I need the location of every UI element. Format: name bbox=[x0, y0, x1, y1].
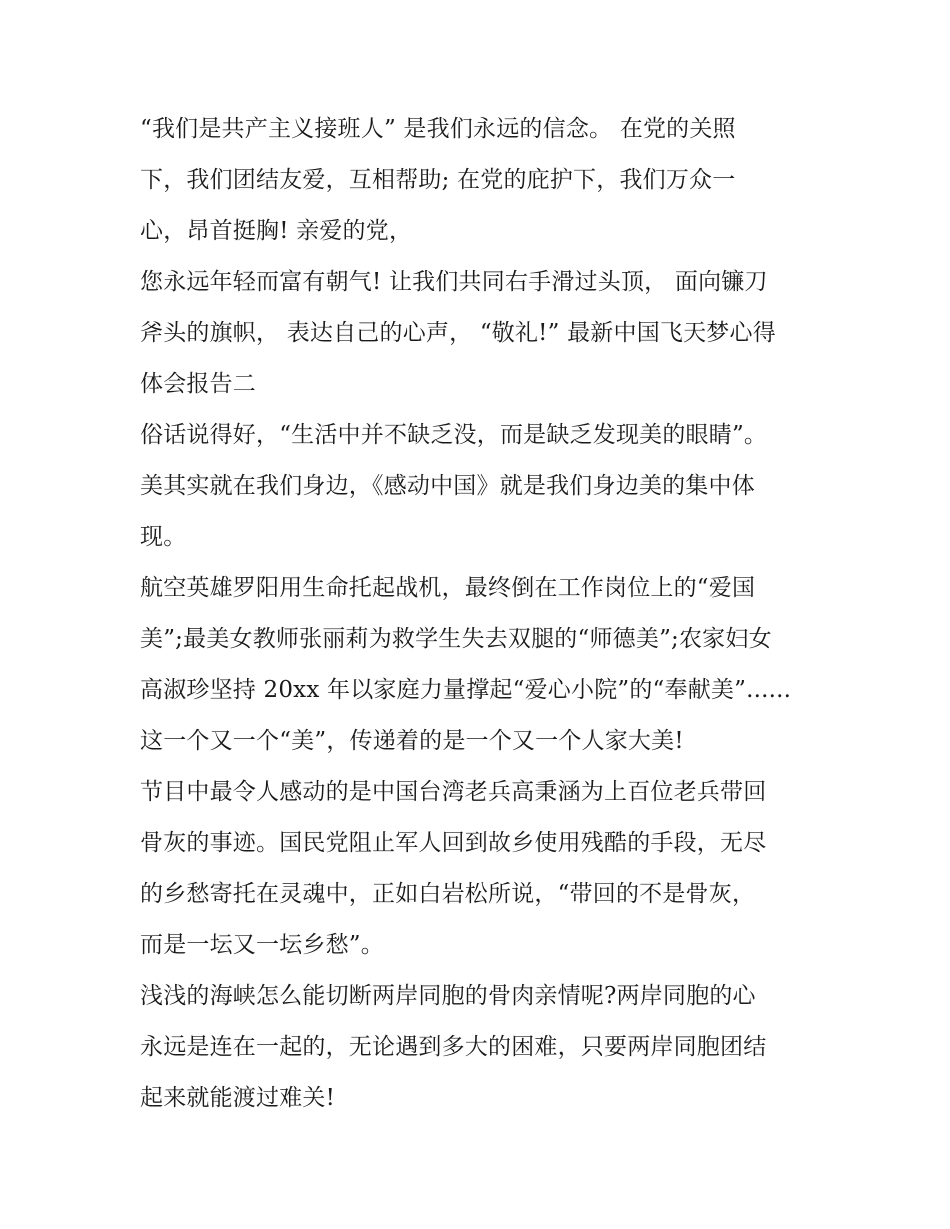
text-line: 这一个又一个“美”，传递着的是一个又一个人家大美! bbox=[140, 728, 684, 754]
text-line: 起来就能渡过难关! bbox=[140, 1085, 336, 1111]
text-line: 永远是连在一起的，无论遇到多大的困难，只要两岸同胞团结 bbox=[140, 1034, 767, 1060]
text-line: 下，我们团结友爱，互相帮助; 在党的庇护下，我们万众一 bbox=[140, 167, 736, 193]
text-line: 的乡愁寄托在灵魂中，正如白岩松所说，“带回的不是骨灰， bbox=[140, 881, 756, 907]
text-line: 高淑珍坚持 20xx 年以家庭力量撑起“爱心小院”的“奉献美”...... bbox=[140, 677, 792, 703]
text-line: 而是一坛又一坛乡愁”。 bbox=[140, 932, 384, 958]
text-line: 斧头的旗帜， 表达自己的心声， “敬礼!” 最新中国飞天梦心得 bbox=[140, 320, 776, 346]
text-line: 节目中最令人感动的是中国台湾老兵高秉涵为上百位老兵带回 bbox=[140, 779, 767, 805]
text-line: 现。 bbox=[140, 524, 187, 550]
text-line: 骨灰的事迹。国民党阻止军人回到故乡使用残酷的手段，无尽 bbox=[140, 830, 767, 856]
text-line: 美”;最美女教师张丽莉为救学生失去双腿的“师德美”;农家妇女 bbox=[140, 626, 772, 652]
text-line: 心，昂首挺胸! 亲爱的党， bbox=[140, 218, 413, 244]
text-line: “我们是共产主义接班人” 是我们永远的信念。 在党的关照 bbox=[140, 116, 736, 142]
text-line: 俗话说得好，“生活中并不缺乏没，而是缺乏发现美的眼睛”。 bbox=[140, 422, 768, 448]
text-line: 体会报告二 bbox=[140, 371, 256, 397]
text-line: 浅浅的海峡怎么能切断两岸同胞的骨肉亲情呢?两岸同胞的心 bbox=[140, 983, 756, 1009]
text-line: 您永远年轻而富有朝气! 让我们共同右手滑过头顶， 面向镰刀 bbox=[140, 269, 768, 295]
text-line: 美其实就在我们身边，《感动中国》就是我们身边美的集中体 bbox=[140, 473, 755, 499]
document-body bbox=[140, 110, 820, 1130]
text-line: 航空英雄罗阳用生命托起战机，最终倒在工作岗位上的“爱国 bbox=[140, 575, 756, 601]
